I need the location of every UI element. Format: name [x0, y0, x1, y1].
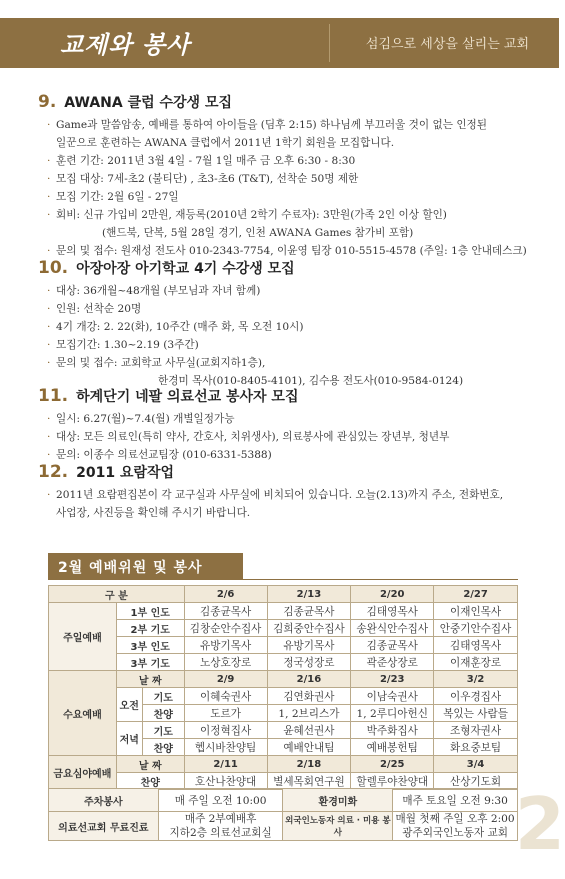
list-item: · 문의 및 접수: 교회학교 사무실(교회지하1층),: [47, 357, 266, 369]
list-item: · 4기 개강: 2. 22(화), 10주간 (매주 화, 목 오전 10시): [47, 321, 304, 333]
section-number: 11.: [38, 386, 69, 406]
table-row: 의료선교회 무료진료 매주 2부예배후 지하2층 의료선교회실 외국인노동자 의료 · 미용 봉사 매월 첫째 주일 오후 2:00 광주외국인노동자 교회: [49, 812, 518, 841]
list-item: 사업장, 사진등을 확인해 주시기 바랍니다.: [56, 507, 251, 519]
section-nepal-mission: [38, 386, 528, 464]
section-baby-school: [38, 258, 528, 390]
list-item: · 일시: 6.27(월)~7.4(월) 개별일정가능: [47, 413, 235, 425]
section-directory: [38, 462, 528, 522]
table-row: 3부 기도 노상호장로 정국성장로 곽준상장로 이재훈장로: [49, 654, 518, 671]
table-row: 3부 인도 유방기목사 유방기목사 김종균목사 김태영목사: [49, 637, 518, 654]
list-item: 한경미 목사(010-8405-4101), 김수용 전도사(010-9584-0124): [158, 375, 464, 387]
table-row: 수요예배 날 짜 2/9 2/16 2/23 3/2: [49, 671, 518, 688]
list-item: · 문의: 이종수 의료선교팀장 (010-6331-5388): [47, 449, 272, 461]
list-item: · 모집 대상: 7세-초2 (불티단) , 초3-초6 (T&T), 선착순 50명 제한: [47, 173, 359, 185]
worship-table: [48, 585, 518, 790]
table-row: 2부 기도 김창순안수집사 김희중안수집사 송완식안수집사 안중기안수집사: [49, 620, 518, 637]
section-title: 하계단기 네팔 의료선교 봉사자 모집: [76, 389, 299, 405]
page-subtitle: 섬김으로 세상을 살리는 교회: [365, 37, 529, 52]
table-row: 찬양 호산나찬양대 별세목회연구원 할렐루야찬양대 산상기도회: [49, 773, 518, 790]
list-item: · 대상: 36개월~48개월 (부모님과 자녀 함께): [47, 285, 261, 297]
section-title: AWANA 클럽 수강생 모집: [64, 95, 232, 111]
list-item: · 회비: 신규 가입비 2만원, 재등록(2010년 2학기 수료자): 3만원(가족 2인 이상 할인): [47, 209, 447, 221]
list-item: · 인원: 선착순 20명: [47, 303, 142, 315]
list-item: · 문의 및 접수: 원재성 전도사 010-2343-7754, 이윤영 팀장 010-5515-4578 (주일: 1층 안내데스크): [47, 245, 527, 257]
list-item: · Game과 말씀암송, 예배를 통하여 아이들을 (딤후 2:15) 하나님께 부끄러울 것이 없는 인정된: [47, 119, 488, 131]
divider: [48, 579, 518, 580]
table-row: 금요심야예배 날 짜 2/11 2/18 2/25 3/4: [49, 756, 518, 773]
list-item: 일꾼으로 훈련하는 AWANA 클럽에서 2011년 1학기 회원을 모집합니다.: [56, 137, 395, 149]
list-item: · 모집기간: 1.30~2.19 (3주간): [47, 339, 199, 351]
section-number: 10.: [38, 258, 69, 278]
table-row: 주차봉사 매 주일 오전 10:00 환경미화 매주 토요일 오전 9:30: [49, 789, 518, 812]
table-row: 찬양 도르가 1, 2브리스가 1, 2루디아헌신 복있는 사람들: [49, 705, 518, 722]
section-awana: [38, 92, 528, 260]
list-item: · 모집 기간: 2월 6일 - 27일: [47, 191, 179, 203]
section-number: 9.: [38, 92, 57, 112]
table-row: 저녁 기도 이정혁집사 윤혜선권사 박주화집사 조형자권사: [49, 722, 518, 739]
header-band: [0, 18, 559, 68]
list-item: · 훈련 기간: 2011년 3월 4일 - 7월 1일 매주 금 오후 6:30 - 8:30: [47, 155, 356, 167]
page-header: [0, 0, 559, 82]
page-number: 2: [514, 782, 565, 866]
section-title: 아장아장 아기학교 4기 수강생 모집: [76, 261, 295, 277]
table-row: 찬양 헵시바찬양팀 예배안내팀 예배봉헌팀 화요중보팀: [49, 739, 518, 756]
page-title: 교제와 봉사: [60, 31, 191, 59]
section-title: 2011 요람작업: [76, 465, 175, 481]
list-item: · 대상: 모든 의료인(특히 약사, 간호사, 치위생사), 의료봉사에 관심있는 장년부, 청년부: [47, 431, 450, 443]
service-table: [48, 788, 518, 841]
header-divider: [329, 24, 330, 62]
table-row: 주일예배 1부 인도 김종균목사 김종균목사 김태영목사 이재인목사: [49, 603, 518, 620]
list-item: (핸드북, 단복, 5월 28일 경기, 인천 AWANA Games 참가비 포함): [102, 227, 414, 239]
section-number: 12.: [38, 462, 69, 482]
list-item: · 2011년 요람편집본이 각 교구실과 사무실에 비치되어 있습니다. 오늘(2.13)까지 주소, 전화번호,: [47, 489, 504, 501]
worship-heading: 2월 예배위원 및 봉사: [48, 553, 243, 579]
table-row: 오전 기도 이혜숙권사 김연화권사 이남숙권사 이우경집사: [49, 688, 518, 705]
table-row: 구 분 2/6 2/13 2/20 2/27: [49, 586, 518, 603]
